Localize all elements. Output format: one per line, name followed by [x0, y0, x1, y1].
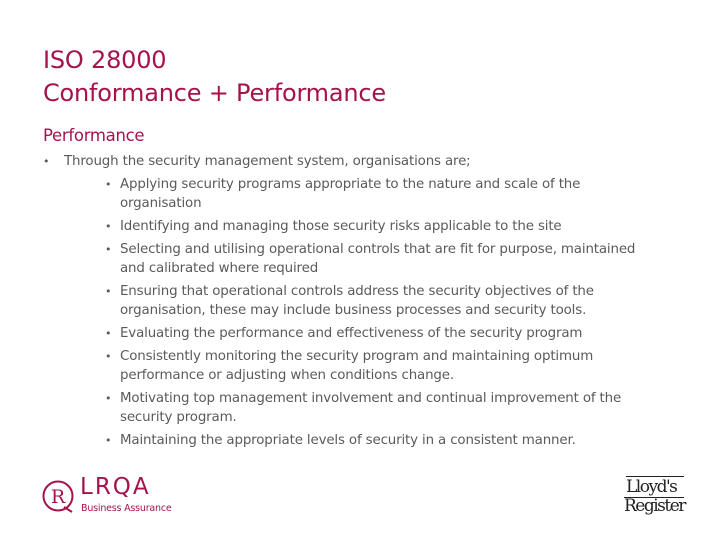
sub-bullet-text: Motivating top management involvement and continual improvement of the security program. — [120, 391, 622, 425]
sub-bullet-text: Consistently monitoring the security program and maintaining optimum performance or adjusting when conditions change. — [120, 349, 594, 383]
lrqa-logo — [42, 476, 182, 518]
bullet-marker: • — [105, 220, 112, 234]
sub-bullet-item — [85, 432, 643, 451]
bullet-intro — [43, 153, 643, 450]
section-heading: Performance — [43, 126, 145, 145]
sub-bullet-item — [85, 218, 643, 237]
sub-bullet-item — [85, 325, 643, 344]
lloyds-wordmark-line-2: Register — [624, 496, 685, 516]
bullet-marker: • — [105, 243, 112, 257]
bullet-intro-text: Through the security management system, organisations are; — [64, 154, 471, 169]
sub-bullet-text: Evaluating the performance and effectiveness of the security program — [120, 325, 583, 341]
sub-bullet-item — [85, 390, 643, 427]
sub-bullet-text: Ensuring that operational controls address the security objectives of the organisation, these may include business processes and security tools. — [120, 284, 594, 318]
sub-bullet-item — [85, 348, 643, 385]
sub-bullet-item — [85, 283, 643, 320]
bullet-marker: • — [105, 285, 112, 299]
lrqa-tagline: Business Assurance — [81, 503, 172, 514]
bullet-marker: • — [105, 433, 112, 447]
lloyds-register-logo — [622, 476, 684, 518]
sub-bullet-text: Selecting and utilising operational controls that are fit for purpose, maintained and calibrated where required — [120, 242, 636, 276]
lrqa-emblem-icon — [42, 479, 76, 513]
sub-bullet-item — [85, 241, 643, 278]
sub-bullet-text: Identifying and managing those security risks applicable to the site — [120, 219, 562, 235]
slide-title-line-2: Conformance + Performance — [43, 79, 386, 107]
bullet-list — [43, 153, 643, 450]
lloyds-wordmark-line-1: Lloyd's — [626, 477, 677, 497]
slide-title-line-1: ISO 28000 — [43, 46, 167, 74]
sub-bullet-item — [85, 176, 643, 213]
lrqa-wordmark: LRQA — [80, 474, 151, 500]
bullet-marker: • — [105, 178, 112, 192]
bullet-marker: • — [105, 392, 112, 406]
slide-title — [43, 44, 386, 110]
bullet-marker: • — [105, 350, 112, 364]
svg-text:R: R — [50, 486, 66, 508]
sub-bullet-text: Maintaining the appropriate levels of security in a consistent manner. — [120, 432, 576, 448]
sub-bullet-list — [64, 176, 643, 450]
bullet-marker: • — [43, 155, 50, 168]
bullet-marker: • — [105, 326, 112, 340]
sub-bullet-text: Applying security programs appropriate to the nature and scale of the organisation — [120, 177, 581, 211]
